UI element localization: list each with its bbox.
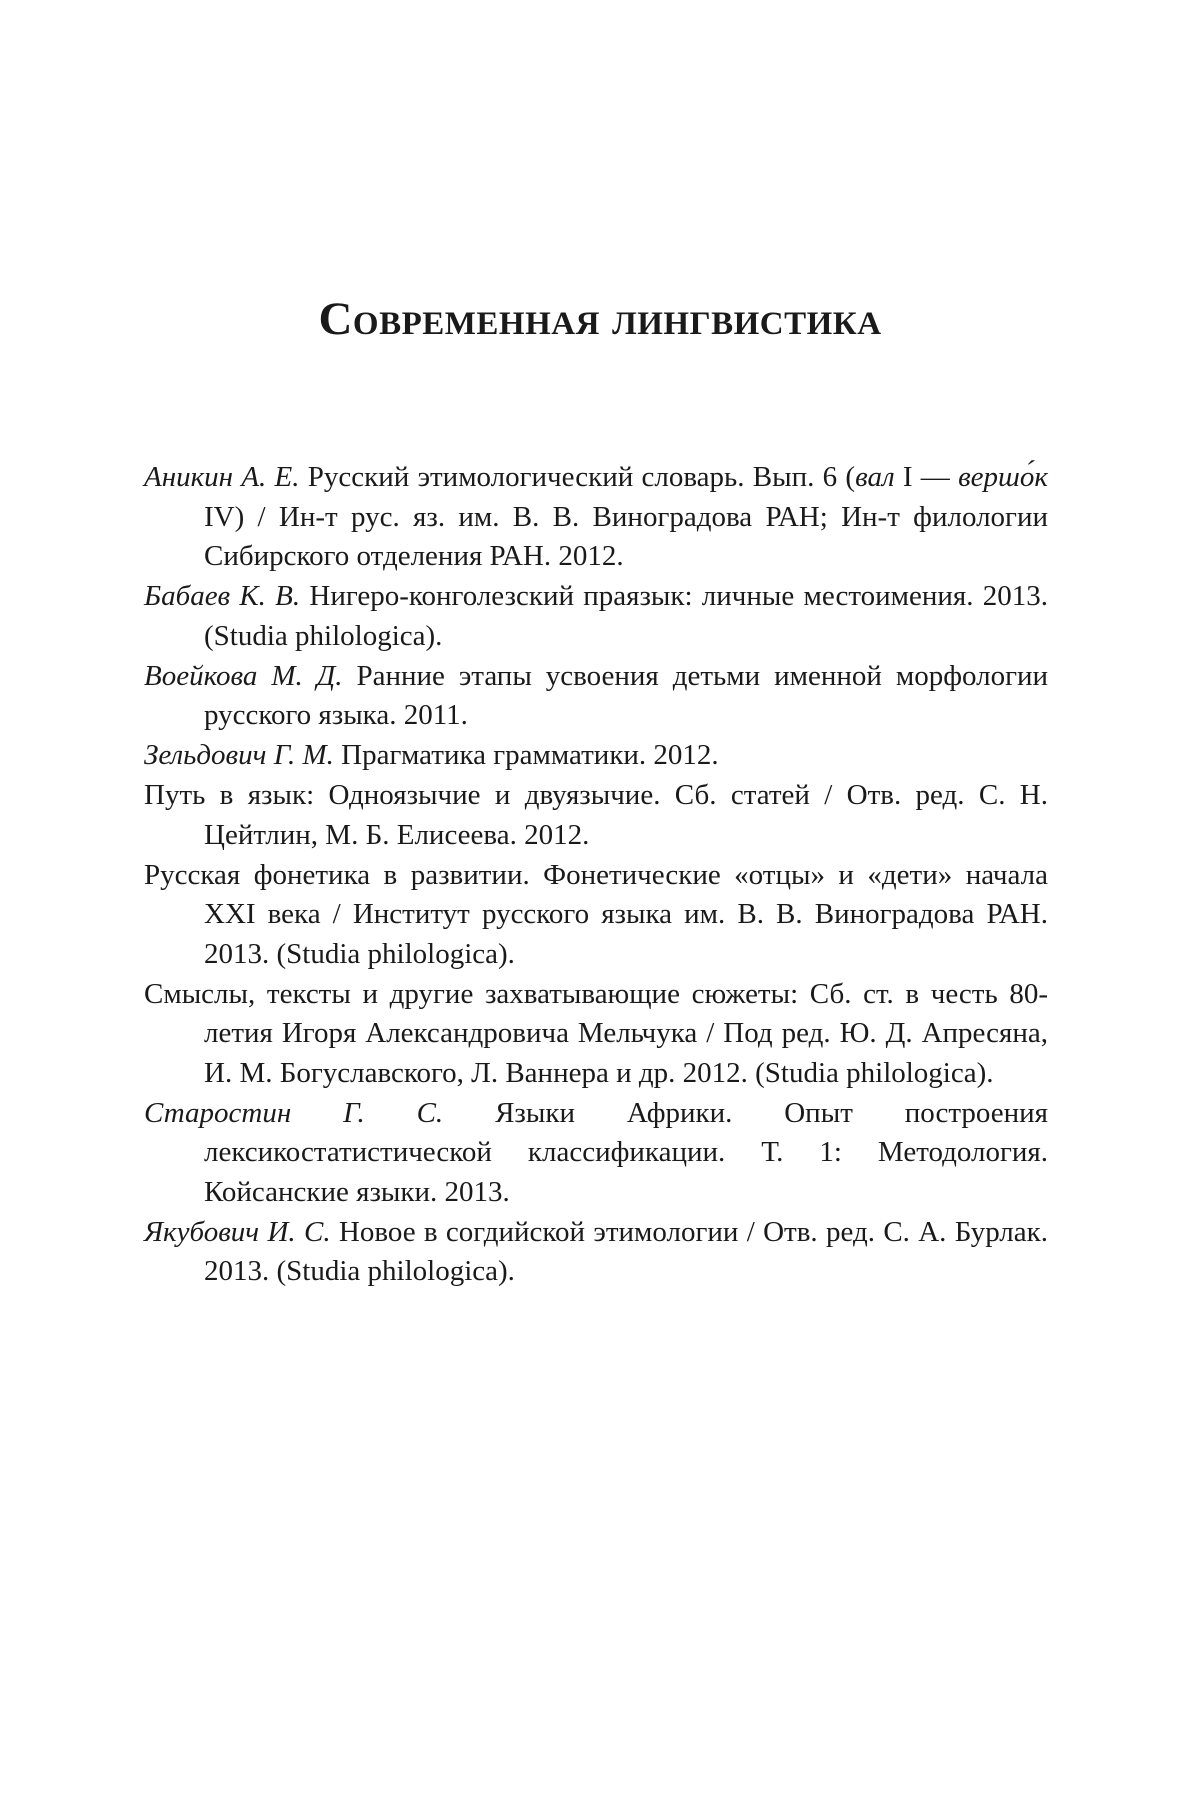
entry-author: Якубович И. С. (144, 1215, 331, 1248)
entry-author: Бабаев К. В. (144, 580, 301, 612)
bibliography-entry (144, 736, 1048, 776)
entry-text: Нигеро-конголезский праязык: личные местоимения. 2013. (Studia philologica). (204, 580, 1048, 652)
bibliography-entry (144, 1213, 1048, 1292)
entry-author: Старостин Г. С. (144, 1096, 444, 1129)
entry-text: I — (894, 461, 959, 493)
bibliography-entry (144, 1094, 1048, 1213)
bibliography-list (144, 458, 1048, 1292)
entry-text: Смыслы, тексты и другие захватывающие сюжеты: Сб. ст. в честь 80-летия Игоря Александровича Мельчука / Под ред. Ю. Д. Апресяна, И. М. Богуславского, Л. Ваннера и др. 2012. (Studia philologica). (144, 977, 1048, 1089)
bibliography-entry (144, 657, 1048, 736)
entry-text: Языки Африки. Опыт построения лексикостатистической классификации. Т. 1: Методология. Койсанские языки. 2013. (204, 1096, 1048, 1208)
entry-text: IV) / Ин-т рус. яз. им. В. В. Виноградова РАН; Ин-т филологии Сибирского отделения РАН. 2012. (204, 500, 1048, 572)
entry-text: Ранние этапы усвоения детьми именной морфологии русского языка. 2011. (204, 659, 1049, 731)
bibliography-entry (144, 776, 1048, 855)
bibliography-entry (144, 458, 1048, 577)
page-title: Современная лингвистика (318, 293, 882, 345)
entry-text: Путь в язык: Одноязычие и двуязычие. Сб. статей / Отв. ред. С. Н. Цейтлин, М. Б. Елисеева. 2012. (144, 779, 1048, 851)
entry-text-italic: вал (855, 461, 895, 493)
entry-text: Прагматика грамматики. 2012. (333, 739, 719, 771)
entry-author: Аникин А. Е. (144, 461, 300, 493)
entry-text: Новое в согдийской этимологии / Отв. ред. С. А. Бурлак. 2013. (Studia philologica). (204, 1215, 1048, 1287)
entry-text: Русская фонетика в развитии. Фонетические «отцы» и «дети» начала XXI века / Институт русского языка им. В. В. Виноградова РАН. 2013. (Studia philologica). (144, 858, 1048, 970)
entry-author: Зельдович Г. М. (144, 739, 334, 771)
entry-author: Воейкова М. Д. (144, 659, 343, 692)
bibliography-entry (144, 975, 1048, 1094)
bibliography-entry (144, 856, 1048, 975)
entry-text: Русский этимологический словарь. Вып. 6 ( (299, 461, 856, 493)
bibliography-entry (144, 577, 1048, 656)
entry-text-italic: вершо́к (958, 461, 1048, 493)
